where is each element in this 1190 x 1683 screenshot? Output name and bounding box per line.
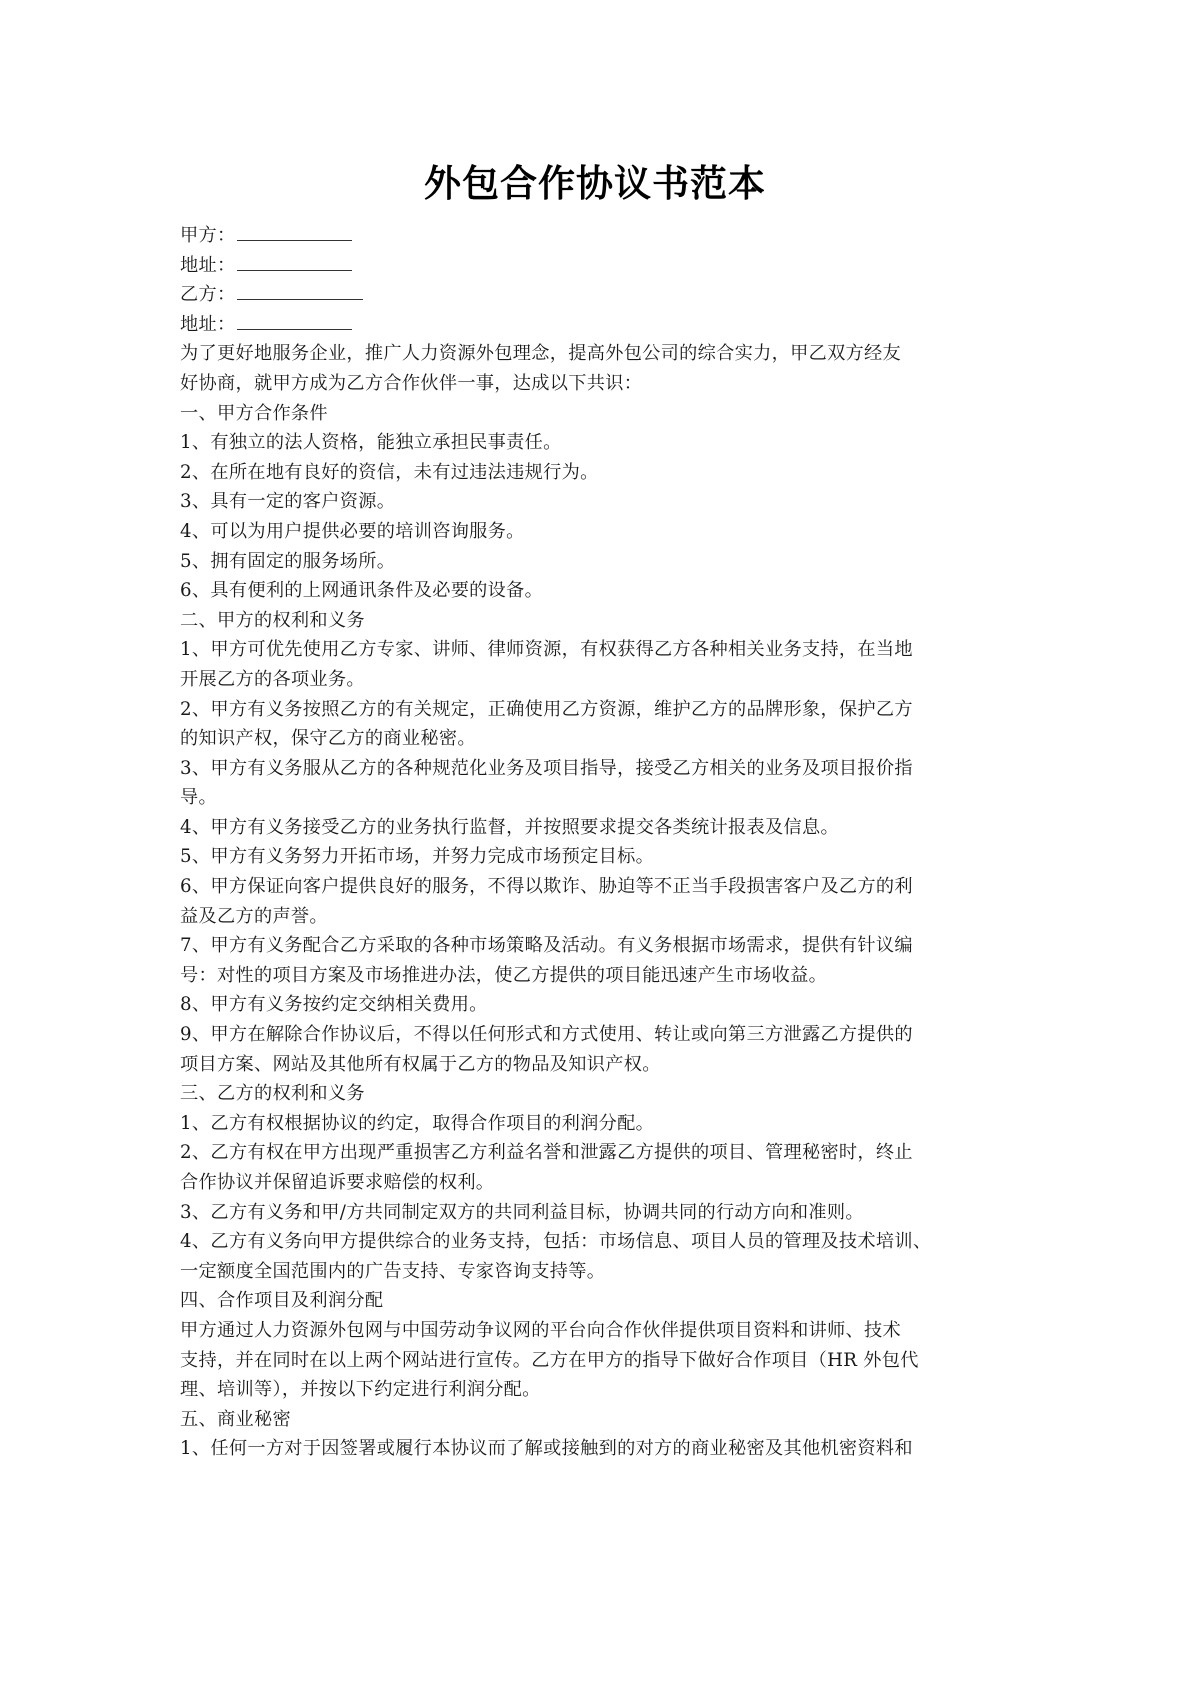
clause-line: 5、拥有固定的服务场所。 <box>180 550 396 572</box>
party-a-label: 甲方： <box>180 225 236 246</box>
intro-line: 好协商，就甲方成为乙方合作伙伴一事，达成以下共识： <box>180 372 643 394</box>
clause-line: 号：对性的项目方案及市场推进办法，使乙方提供的项目能迅速产生市场收益。 <box>180 964 828 986</box>
intro-line: 为了更好地服务企业，推广人力资源外包理念，提高外包公司的综合实力，甲乙双方经友 <box>180 343 902 365</box>
clause-line: 开展乙方的各项业务。 <box>180 668 365 690</box>
clause-line: 支持，并在同时在以上两个网站进行宣传。乙方在甲方的指导下做好合作项目（HR 外包代 <box>180 1349 919 1371</box>
party-b-field <box>180 280 1020 310</box>
clause-line: 的知识产权，保守乙方的商业秘密。 <box>180 728 476 750</box>
clause-line: 1、乙方有权根据协议的约定，取得合作项目的利润分配。 <box>180 1112 655 1134</box>
clause-line: 9、甲方在解除合作协议后，不得以任何形式和方式使用、转让或向第三方泄露乙方提供的 <box>180 1024 913 1046</box>
clause-line: 项目方案、网站及其他所有权属于乙方的物品及知识产权。 <box>180 1053 661 1075</box>
clause-line: 理、培训等），并按以下约定进行利润分配。 <box>180 1379 541 1401</box>
clause-line: 1、任何一方对于因签署或履行本协议而了解或接触到的对方的商业秘密及其他机密资料和 <box>180 1438 913 1460</box>
clause-line: 6、具有便利的上网通讯条件及必要的设备。 <box>180 580 544 602</box>
clause-line: 3、具有一定的客户资源。 <box>180 491 396 513</box>
clause-line: 1、有独立的法人资格，能独立承担民事责任。 <box>180 432 562 454</box>
clause-line: 8、甲方有义务按约定交纳相关费用。 <box>180 994 488 1016</box>
party-a-blank <box>237 222 352 241</box>
section-heading-2: 二、甲方的权利和义务 <box>180 609 365 631</box>
section-heading-4: 四、合作项目及利润分配 <box>180 1290 384 1312</box>
clause-line: 导。 <box>180 787 217 809</box>
clause-line: 4、甲方有义务接受乙方的业务执行监督，并按照要求提交各类统计报表及信息。 <box>180 816 839 838</box>
clause-line: 甲方通过人力资源外包网与中国劳动争议网的平台向合作伙伴提供项目资料和讲师、技术 <box>180 1319 902 1341</box>
clause-line: 6、甲方保证向客户提供良好的服务，不得以欺诈、胁迫等不正当手段损害客户及乙方的利 <box>180 876 913 898</box>
clause-line: 2、乙方有权在甲方出现严重损害乙方利益名誉和泄露乙方提供的项目、管理秘密时，终止 <box>180 1142 913 1164</box>
party-b-address-field <box>180 310 1020 340</box>
party-b-label: 乙方： <box>180 284 236 306</box>
document-title: 外包合作协议书范本 <box>424 162 766 205</box>
clause-line: 3、乙方有义务和甲/方共同制定双方的共同利益目标，协调共同的行动方向和准则。 <box>180 1201 864 1223</box>
clause-line: 4、乙方有义务向甲方提供综合的业务支持，包括：市场信息、项目人员的管理及技术培训、 <box>180 1231 932 1253</box>
clause-line: 合作协议并保留追诉要求赔偿的权利。 <box>180 1172 495 1193</box>
clause-line: 3、甲方有义务服从乙方的各种规范化业务及项目指导，接受乙方相关的业务及项目报价指 <box>180 757 913 779</box>
clause-line: 4、可以为用户提供必要的培训咨询服务。 <box>180 520 525 542</box>
clause-line: 2、甲方有义务按照乙方的有关规定，正确使用乙方资源，维护乙方的品牌形象，保护乙方 <box>180 698 913 720</box>
party-a-field <box>180 221 1020 251</box>
clause-line: 一定额度全国范围内的广告支持、专家咨询支持等。 <box>180 1260 606 1282</box>
section-heading-1: 一、甲方合作条件 <box>180 402 328 424</box>
party-b-address-label: 地址： <box>180 313 236 335</box>
clause-line: 5、甲方有义务努力开拓市场，并努力完成市场预定目标。 <box>180 846 655 868</box>
clause-line: 益及乙方的声誉。 <box>180 905 328 927</box>
section-heading-3: 三、乙方的权利和义务 <box>180 1083 365 1105</box>
party-a-address-field <box>180 251 1020 281</box>
party-b-blank <box>237 281 363 300</box>
document-body <box>180 221 1020 1464</box>
clause-line: 2、在所在地有良好的资信，未有过违法违规行为。 <box>180 461 599 483</box>
party-a-address-blank <box>237 252 352 271</box>
party-b-address-blank <box>237 311 352 330</box>
section-heading-5: 五、商业秘密 <box>180 1408 291 1430</box>
clause-line: 7、甲方有义务配合乙方采取的各种市场策略及活动。有义务根据市场需求，提供有针议编 <box>180 935 913 957</box>
clause-line: 1、甲方可优先使用乙方专家、讲师、律师资源，有权获得乙方各种相关业务支持，在当地 <box>180 639 913 661</box>
party-a-address-label: 地址： <box>180 254 236 276</box>
